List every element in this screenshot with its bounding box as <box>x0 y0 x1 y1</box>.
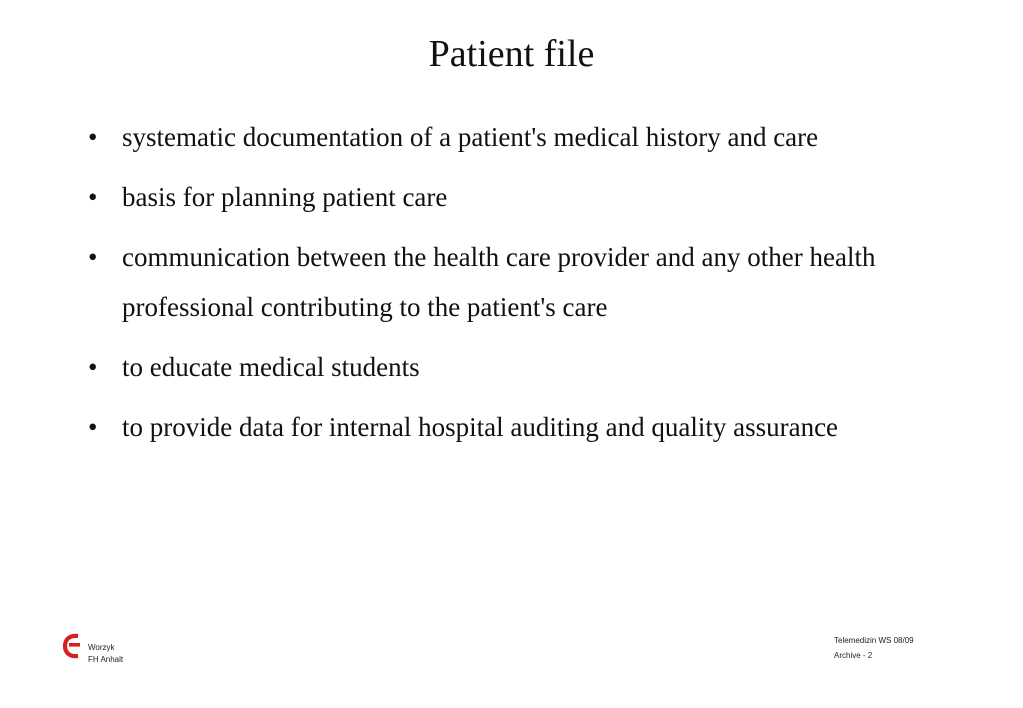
bullet-item-auditing <box>88 402 908 452</box>
bullet-icon: • <box>88 122 98 152</box>
bullet-icon: • <box>88 352 98 382</box>
footer-institution: FH Anhalt <box>88 655 124 664</box>
bullet-icon: • <box>88 182 98 212</box>
logo-bar <box>69 643 80 647</box>
bullet-text: communication between the health care provider and any other health professional contributing to the patient's care <box>122 242 876 322</box>
bullet-text: systematic documentation of a patient's medical history and care <box>122 122 819 152</box>
bullet-text: basis for planning patient care <box>122 182 448 212</box>
footer-author-name: Worzyk <box>88 643 115 652</box>
footer-page-number: Archive - 2 <box>834 651 873 660</box>
bullet-item-documentation <box>88 112 908 162</box>
bullet-text: to educate medical students <box>122 352 420 382</box>
slide-title: Patient file <box>428 33 595 75</box>
bullet-item-communication <box>88 232 908 332</box>
bullet-item-planning <box>88 172 908 222</box>
bullet-item-education <box>88 342 908 392</box>
footer-slide-info <box>834 633 914 663</box>
bullet-icon: • <box>88 242 98 272</box>
fh-anhalt-logo-icon <box>62 628 82 662</box>
bullet-list <box>88 112 908 462</box>
footer-course: Telemedizin WS 08/09 <box>834 636 914 645</box>
footer-author <box>88 642 123 666</box>
bullet-text: to provide data for internal hospital auditing and quality assurance <box>122 412 839 442</box>
bullet-icon: • <box>88 412 98 442</box>
